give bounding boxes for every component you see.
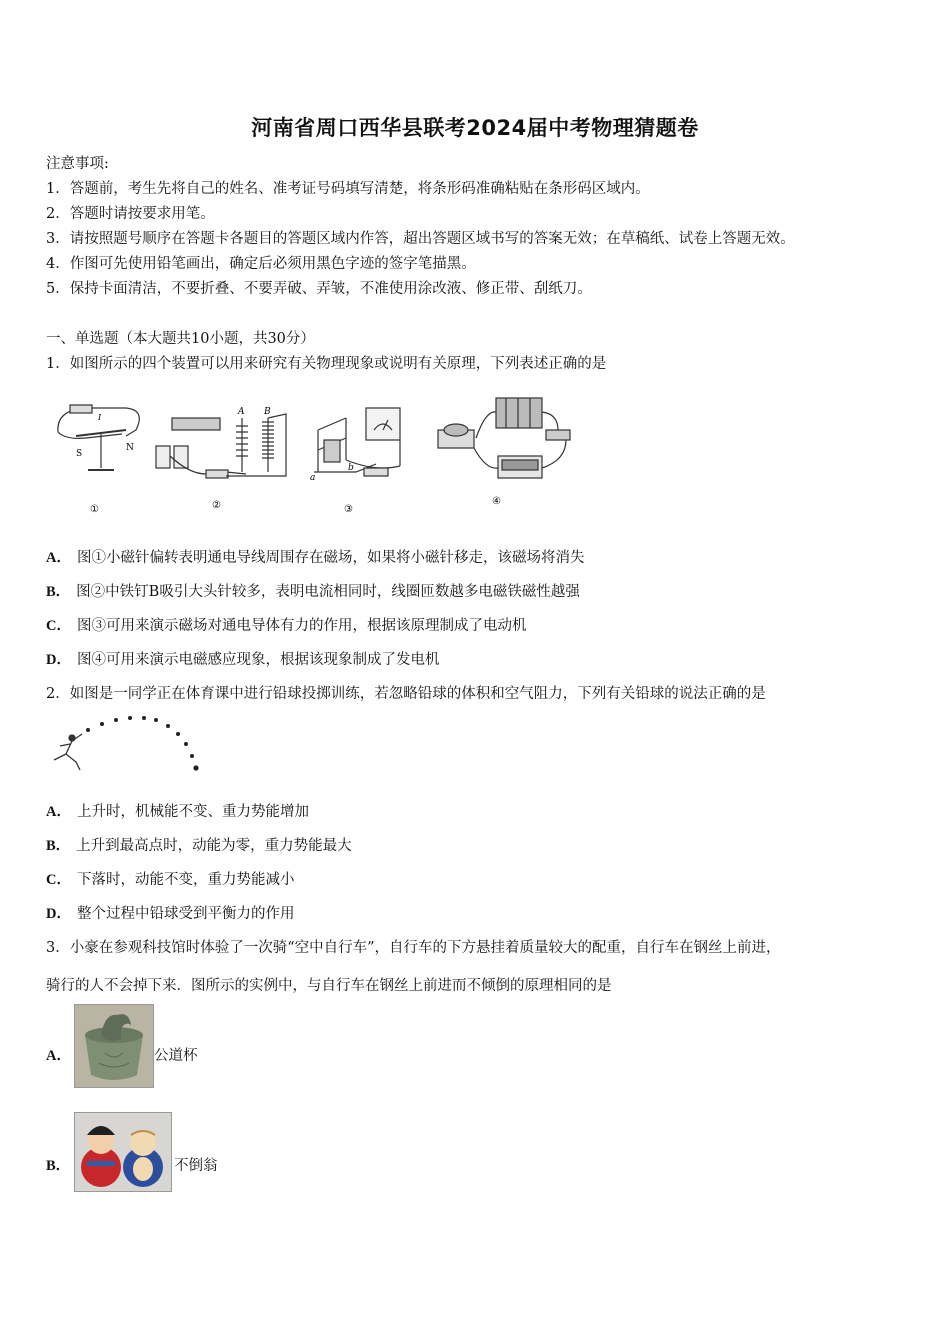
q2-option-b	[46, 834, 352, 855]
page-title: 河南省周口西华县联考2024届中考物理猜题卷	[251, 116, 699, 140]
option-text: 图②中铁钉B吸引大头针较多，表明电流相同时，线圈匝数越多电磁铁磁性越强	[76, 584, 580, 600]
option-letter: C．	[46, 618, 71, 634]
notice-item: 1．答题前，考生先将自己的姓名、准考证号码填写清楚，将条形码准确粘贴在条形码区域内。	[46, 181, 650, 197]
fig-mark: S	[76, 449, 83, 459]
fig4-battery-motor	[438, 398, 570, 478]
option-letter: D．	[46, 906, 71, 922]
figure-label: ③	[344, 504, 353, 515]
question-2-stem: 2．如图是一同学正在体育课中进行铅球投掷训练，若忽略铅球的体积和空气阻力，下列有关铅球的说法正确的是	[46, 686, 766, 702]
q1-option-d	[46, 648, 439, 669]
q3-option-b-text: 不倒翁	[174, 1158, 218, 1174]
shot-put-trajectory-figure	[46, 712, 206, 776]
trajectory-dots	[86, 716, 199, 771]
option-letter: B．	[46, 838, 71, 854]
figure-label: ④	[492, 496, 501, 507]
fig-mark: a	[310, 473, 316, 483]
notice-item: 3．请按照题号顺序在答题卡各题目的答题区域内作答，超出答题区域书写的答案无效；在草稿纸、试卷上答题无效。	[46, 231, 795, 247]
fig-mark: A	[238, 407, 245, 417]
q1-option-b	[46, 580, 580, 601]
fig3-rails-meter	[314, 408, 400, 476]
fig2-electromagnets	[156, 414, 286, 478]
notice-item: 2．答题时请按要求用笔。	[46, 206, 215, 222]
notice-heading: 注意事项:	[46, 156, 109, 172]
q3-option-b-letter	[46, 1154, 76, 1175]
q2-option-c	[46, 868, 294, 889]
q3-option-a-text: 公道杯	[154, 1048, 198, 1064]
option-letter: C．	[46, 872, 71, 888]
question-3-stem-line1: 3．小豪在参观科技馆时体验了一次骑“空中自行车”，自行车的下方悬挂着质量较大的配重，自行车在钢丝上前进，	[46, 940, 781, 956]
option-text: 图④可用来演示电磁感应现象，根据该现象制成了发电机	[76, 652, 440, 668]
option-letter: B．	[46, 1158, 71, 1174]
q3-option-a-letter	[46, 1044, 77, 1065]
option-text: 整个过程中铅球受到平衡力的作用	[76, 906, 295, 922]
option-letter: A．	[46, 550, 71, 566]
tumbler-doll-image	[74, 1112, 172, 1192]
option-letter: A．	[46, 1048, 71, 1064]
option-text: 上升时，机械能不变、重力势能增加	[76, 804, 309, 820]
fig-mark: I	[98, 413, 102, 422]
fig-mark: B	[264, 407, 271, 417]
fig-mark: N	[126, 443, 134, 453]
q2-option-d	[46, 902, 294, 923]
notice-item: 4．作图可先使用铅笔画出，确定后必须用黑色字迹的签字笔描黑。	[46, 256, 476, 272]
option-letter: A．	[46, 804, 71, 820]
gongdao-cup-image	[74, 1004, 154, 1088]
option-text: 上升到最高点时，动能为零，重力势能最大	[76, 838, 352, 854]
question-1-stem: 1．如图所示的四个装置可以用来研究有关物理现象或说明有关原理，下列表述正确的是	[46, 356, 607, 372]
option-text: 图③可用来演示磁场对通电导体有力的作用，根据该原理制成了电动机	[76, 618, 527, 634]
section-heading: 一、单选题（本大题共10小题，共30分）	[46, 331, 315, 347]
q1-apparatus-figure	[46, 390, 586, 520]
option-text: 图①小磁针偏转表明通电导线周围存在磁场，如果将小磁针移走，该磁场将消失	[76, 550, 585, 566]
fig-mark: b	[348, 463, 354, 473]
option-letter: D．	[46, 652, 71, 668]
notice-item: 5．保持卡面清洁，不要折叠、不要弄破、弄皱，不准使用涂改液、修正带、刮纸刀。	[46, 281, 592, 297]
figure-label: ①	[90, 504, 99, 515]
q1-option-a	[46, 546, 584, 567]
athlete-figure	[54, 734, 82, 770]
option-letter: B．	[46, 584, 71, 600]
question-3-stem-line2: 骑行的人不会掉下来．图所示的实例中，与自行车在钢丝上前进而不倾倒的原理相同的是	[46, 978, 612, 994]
q2-option-a	[46, 800, 309, 821]
figure-label: ②	[212, 500, 221, 511]
q1-option-c	[46, 614, 526, 635]
option-text: 下落时，动能不变，重力势能减小	[76, 872, 295, 888]
